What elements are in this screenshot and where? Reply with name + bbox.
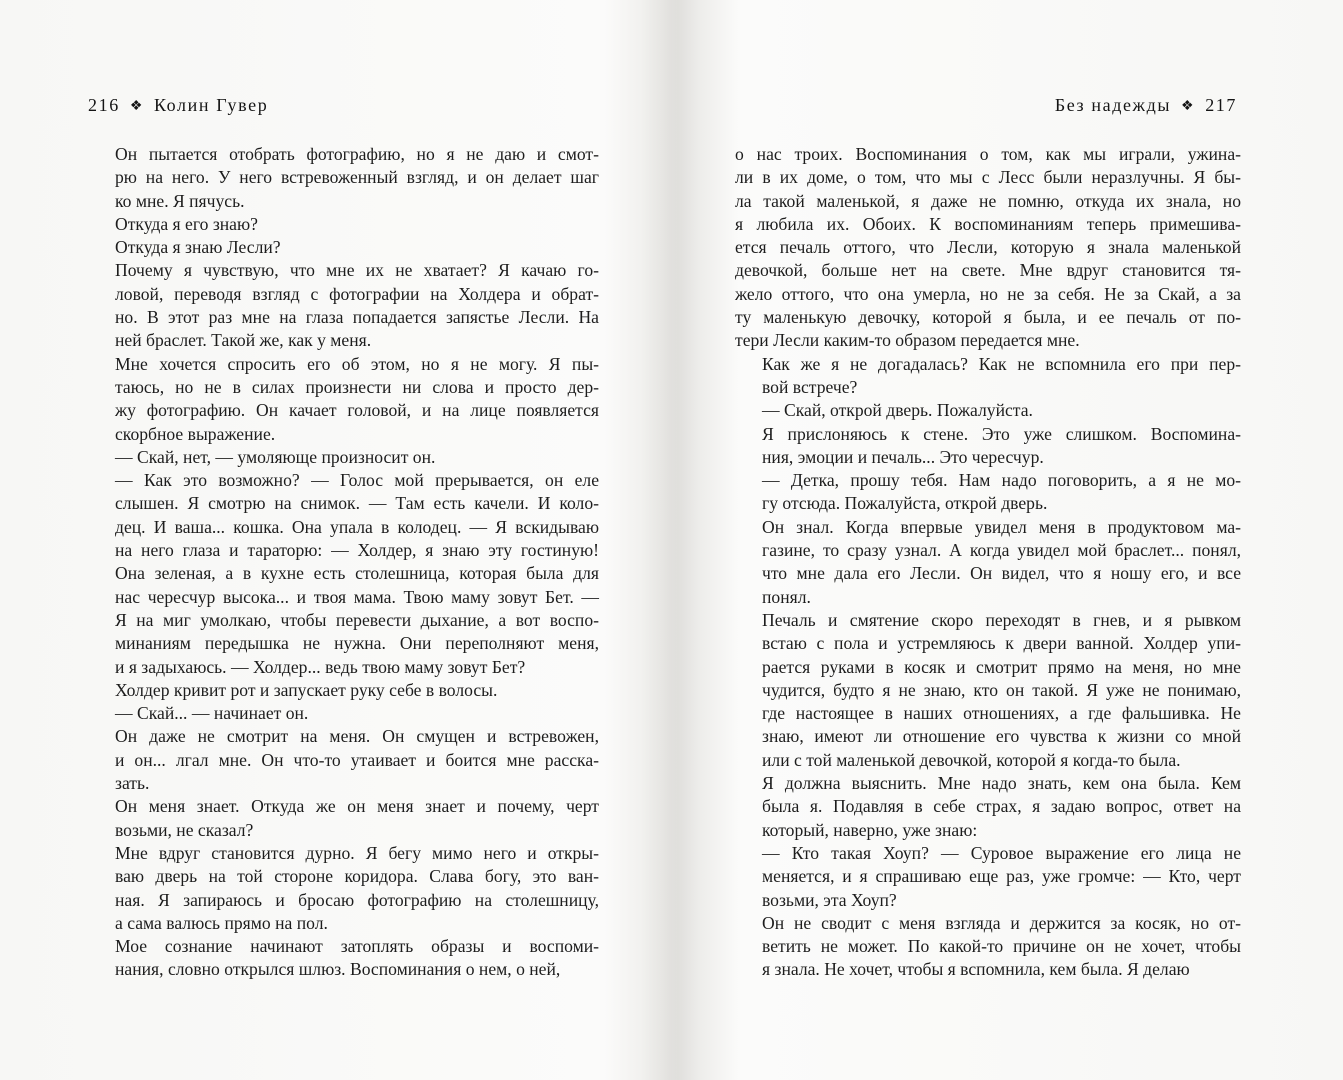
paragraph [735,609,1241,772]
text-line: Он меня знает. Откуда же он меня знает и почему, черт [115,796,599,817]
text-line: Он не сводит с меня взгляда и держится за косяк, но от- [762,912,1241,933]
right-running-head [1055,95,1237,116]
text-line: меняется, и я спрашиваю еще раз, уже громче: — Кто, черт [762,866,1241,887]
text-line: Мое сознание начинают затоплять образы и воспоми- [115,936,599,957]
text-line: вой встрече? [762,376,858,397]
text-line: Я прислоняюсь к стене. Это уже слишком. Воспомина- [762,423,1241,444]
paragraph [88,353,599,446]
author-name: Колин Гувер [153,95,269,115]
text-line: — Скай... — начинает он. [115,703,309,724]
paragraph [735,842,1241,912]
left-page-text [88,143,599,982]
text-line: — Скай, нет, — умоляюще произносит он. [115,446,436,467]
text-line: слышен. Я смотрю на снимок. — Там есть качели. И коло- [115,493,599,514]
paragraph [735,399,1241,422]
text-line: ко мне. Я пячусь. [115,190,245,211]
left-page [0,0,660,1080]
text-line: что мне дала его Лесли. Он видел, что я ношу его, и все [762,563,1241,584]
text-line: который, наверно, уже знаю: [762,819,978,840]
text-line: Я должна выяснить. Мне надо знать, кем она была. Кем [762,773,1241,794]
text-line: минаниям передышка не нужна. Они переполняют меня, [115,633,599,654]
paragraph [735,912,1241,982]
text-line: возьми, не сказал? [115,819,254,840]
text-line: я любила их. Обоих. К воспоминаниям теперь примешива- [735,213,1241,234]
text-line: встаю с пола и устремляюсь к двери ванной. Холдер упи- [762,633,1241,654]
text-line: — Детка, прошу тебя. Нам надо поговорить, а я не мо- [762,470,1241,491]
text-line: или с той маленькой девочкой, которой я когда-то была. [762,749,1181,770]
text-line: Холдер кривит рот и запускает руку себе в волосы. [115,679,498,700]
text-line: девочкой, больше нет на свете. Мне вдруг становится тя- [735,260,1241,281]
text-line: Почему я чувствую, что мне их не хватает? Я качаю го- [115,260,599,281]
text-line: а сама валюсь прямо на пол. [115,912,328,933]
text-line: таюсь, но не в силах произнести ни слова и просто дер- [115,376,599,397]
text-line: я знала. Не хочет, чтобы я вспомнила, кем была. Я делаю [762,959,1190,980]
paragraph [88,935,599,982]
text-line: дец. И ваша... кошка. Она упала в колодец. — Я вскидываю [115,516,599,537]
paragraph [88,725,599,795]
text-line: чудится, будто я не знаю, кто он такой. Я уже не понимаю, [762,679,1241,700]
text-line: Печаль и смятение скоро переходят в гнев, и я рывком [762,609,1241,630]
text-line: Мне хочется спросить его об этом, но я не могу. Я пы- [115,353,599,374]
text-line: о нас троих. Воспоминания о том, как мы играли, ужина- [735,144,1241,164]
text-line: была я. Подавляя в себе страх, я задаю вопрос, ответ на [762,796,1241,817]
text-line: ней браслет. Такой же, как у меня. [115,330,372,351]
paragraph [735,143,1241,353]
text-line: Он даже не смотрит на меня. Он смущен и встревожен, [115,726,599,747]
right-page [680,0,1343,1080]
paragraph [735,772,1241,842]
text-line: Он пытается отобрать фотографию, но я не даю и смот- [115,144,599,164]
text-line: Откуда я знаю Лесли? [115,237,281,258]
text-line: зать. [115,773,150,794]
text-line: — Скай, открой дверь. Пожалуйста. [762,400,1033,421]
text-line: и я задыхаюсь. — Холдер... ведь твою маму зовут Бет? [115,656,526,677]
text-line: Мне вдруг становится дурно. Я бегу мимо него и откры- [115,842,599,863]
paragraph [735,423,1241,470]
text-line: скорбное выражение. [115,423,276,444]
text-line: газине, то сразу узнал. А когда увидел мой браслет... понял, [762,540,1241,561]
text-line: ная. Я запираюсь и бросаю фотографию на столешницу, [115,889,599,910]
paragraph [88,469,599,679]
text-line: но. В этот раз мне на глаза попадается запястье Лесли. На [115,307,599,328]
text-line: тери Лесли каким-то образом передается мне. [735,330,1080,351]
ornament-icon: ❖ [1181,99,1196,114]
text-line: ловой, переводя взгляд с фотографии на Холдера и обрат- [115,283,599,304]
paragraph [88,213,599,236]
text-line: на него глаза и тараторю: — Холдер, я знаю эту гостиную! [115,540,599,561]
text-line: ту маленькую девочку, которой я была, и ее печаль от по- [735,307,1241,328]
text-line: ла такой маленькой, я даже не помню, откуда их знала, но [735,190,1241,211]
text-line: ется печаль оттого, что Лесли, которую я знала маленькой [735,237,1241,258]
text-line: рю на него. У него встревоженный взгляд, и он делает шаг [115,167,599,188]
book-title: Без надежды [1054,95,1172,115]
text-line: ния, эмоции и печаль... Это чересчур. [762,446,1044,467]
text-line: знаю, имеют ли отношение его чувства к жизни со мной [762,726,1241,747]
text-line: ветить не может. По какой-то причине он не хочет, чтобы [762,936,1241,957]
right-page-text [735,143,1241,982]
ornament-icon: ❖ [129,99,144,114]
text-line: Как же я не догадалась? Как не вспомнила его при пер- [762,353,1241,374]
paragraph [735,469,1241,516]
text-line: понял. [762,586,811,607]
text-line: нания, словно открылся шлюз. Воспоминания о нем, о ней, [115,959,561,980]
text-line: Она зеленая, а в кухне есть столешница, которая была для [115,563,599,584]
paragraph [88,842,599,935]
paragraph [88,259,599,352]
text-line: жу фотографию. Он качает головой, и на лице появляется [115,400,599,421]
text-line: и он... лгал мне. Он что-то утаивает и боится мне расска- [115,749,599,770]
text-line: ли в их доме, о том, что мы с Лесс были неразлучны. Я бы- [735,167,1241,188]
text-line: — Кто такая Хоуп? — Суровое выражение его лица не [762,842,1241,863]
text-line: возьми, эта Хоуп? [762,889,897,910]
text-line: нас чересчур высока... и твоя мама. Твою маму зовут Бет. — [115,586,599,607]
paragraph [735,516,1241,609]
text-line: — Как это возможно? — Голос мой прерывается, он еле [115,470,599,491]
paragraph [735,353,1241,400]
left-running-head [88,95,268,116]
text-line: Откуда я его знаю? [115,213,258,234]
text-line: Я на миг умолкаю, чтобы перевести дыхание, а вот воспо- [115,609,599,630]
paragraph [88,236,599,259]
paragraph [88,143,599,213]
page-number-left: 216 [88,95,120,115]
text-line: жело оттого, что она умерла, но не за себя. Не за Скай, а за [735,283,1241,304]
text-line: рается руками в косяк и смотрит прямо на меня, но мне [762,656,1241,677]
paragraph [88,702,599,725]
text-line: ваю дверь на той стороне коридора. Слава богу, это ван- [115,866,599,887]
text-line: где настоящее в наших отношениях, а где фальшивка. Не [762,703,1241,724]
paragraph [88,446,599,469]
page-number-right: 217 [1205,95,1237,115]
paragraph [88,679,599,702]
text-line: гу отсюда. Пожалуйста, открой дверь. [762,493,1048,514]
text-line: Он знал. Когда впервые увидел меня в продуктовом ма- [762,516,1241,537]
paragraph [88,795,599,842]
